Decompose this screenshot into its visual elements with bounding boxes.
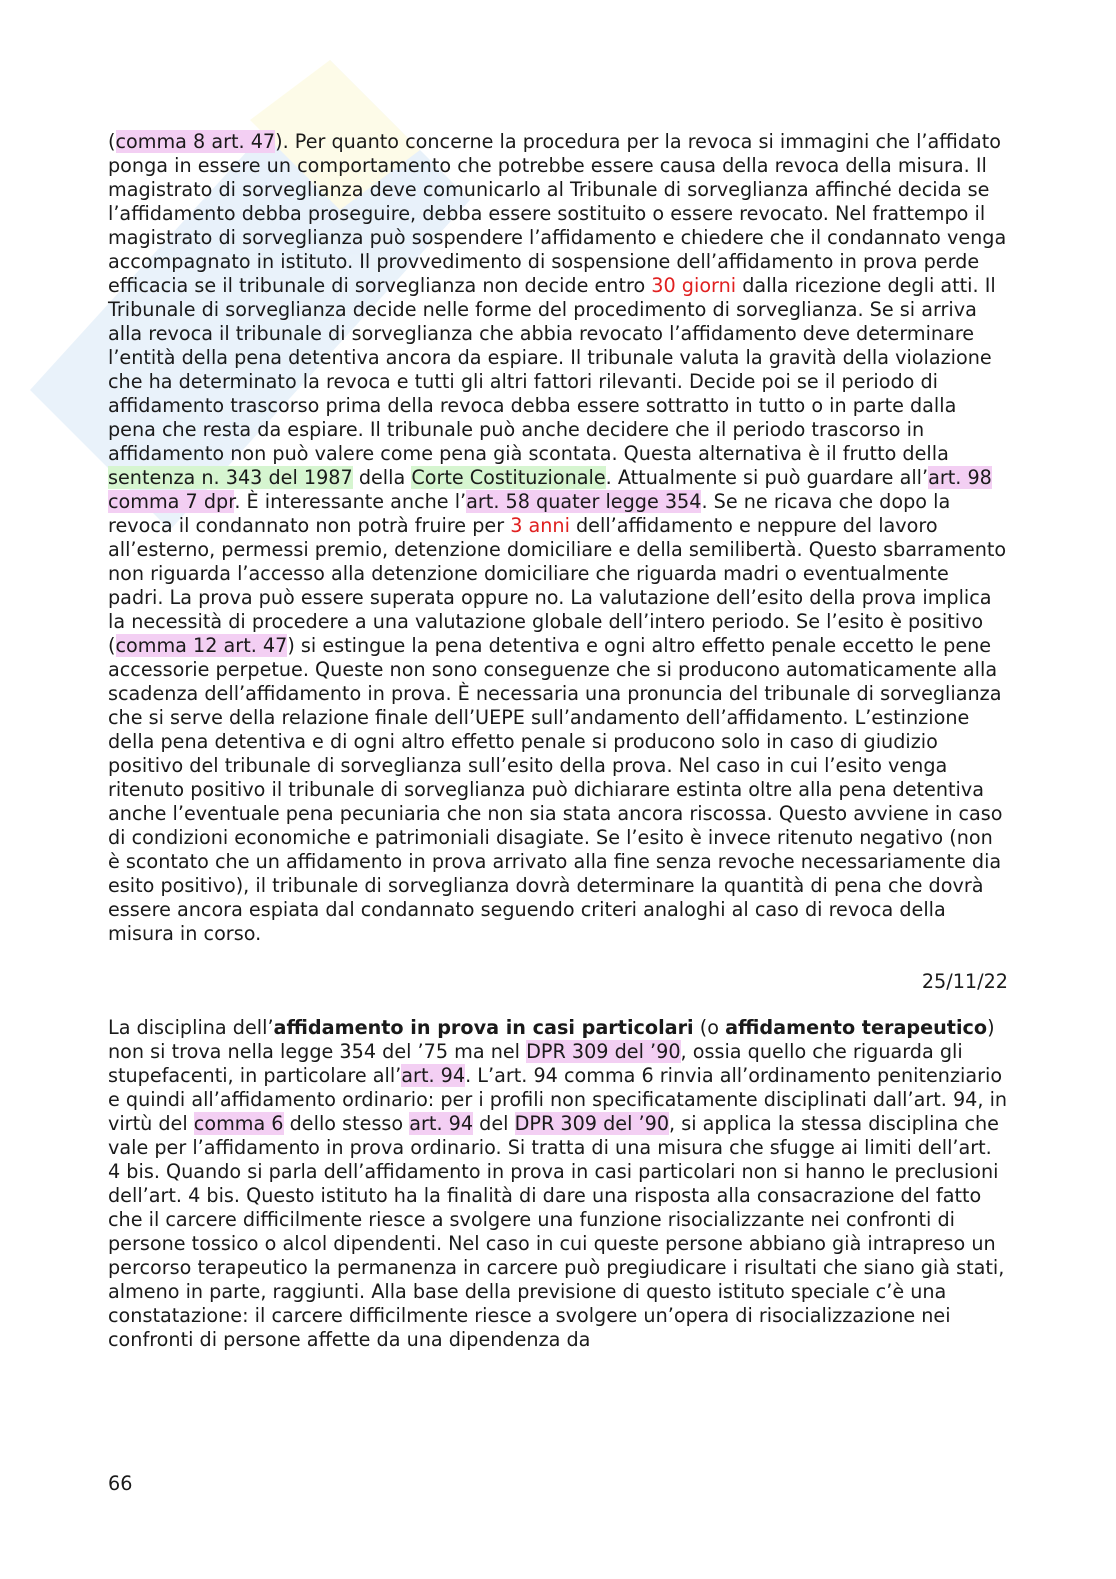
- text-run: . L’art. 94 comma 6 rinvia all’ordinamento penitenziario e quindi all’affidamento ordinario: per i profili non specificatamente disciplinati dall’art. 94, in virtù del: [108, 1064, 1008, 1135]
- text-run: ) non si trova nella legge 354 del ’75 ma nel: [108, 1016, 995, 1063]
- time-limit-text: 3 anni: [510, 514, 570, 537]
- document-page: [108, 130, 1008, 1352]
- text-run: dalla ricezione degli atti. Il Tribunale di sorveglianza decide nelle forme del procedimento di sorveglianza. Se si arriva alla revoca il tribunale di sorveglianza che abbia revocato l’affidamento deve determinare l’entità della pena detentiva ancora da espiare. Il tribunale valuta la gravità della violazione che ha determinato la revoca e tutti gli altri fattori rilevanti. Decide poi se il periodo di affidamento trascorso prima della revoca debba essere sottratto in tutto o in parte dalla pena che resta da espiare. Il tribunale può anche decidere che il periodo trascorso in affidamento non può valere come pena già scontata. Questa alternativa è il frutto della: [108, 274, 996, 465]
- text-run: . È interessante anche l’: [234, 490, 467, 513]
- text-run: della: [352, 466, 412, 489]
- text-run: ). Per quanto concerne la procedura per la revoca si immagini che l’affidato ponga in essere un comportamento che potrebbe essere causa della revoca della misura. Il magistrato di sorveglianza deve comunicarlo al Tribunale di sorveglianza affinché decida se l’affidamento debba proseguire, debba essere sostituito o essere revocato. Nel frattempo il magistrato di sorveglianza può sospendere l’affidamento e chiedere che il condannato venga accompagnato in istituto. Il provvedimento di sospensione dell’affidamento in prova perde efficacia se il tribunale di sorveglianza non decide entro: [108, 130, 1007, 297]
- reference-highlight: art. 94: [401, 1064, 466, 1087]
- reference-highlight: art. 94: [409, 1112, 474, 1135]
- text-run: dell’affidamento e neppure del lavoro all’esterno, permessi premio, detenzione domiciliare e della semilibertà. Questo sbarramento non riguarda l’accesso alla detenzione domiciliare che riguarda madri o eventualmente padri. La prova può essere superata oppure no. La valutazione dell’esito della prova implica la necessità di procedere a una valutazione globale dell’intero periodo. Se l’esito è positivo (: [108, 514, 1007, 657]
- case-law-highlight: Corte Costituzionale: [411, 466, 606, 489]
- text-run: (: [108, 130, 116, 153]
- text-run: , ossia quello che riguarda gli stupefacenti, in particolare all’: [108, 1040, 963, 1087]
- text-run: . Se ne ricava che dopo la revoca il condannato non potrà fruire per: [108, 490, 951, 537]
- paragraph-revoca: [108, 130, 1008, 946]
- text-run: ) si estingue la pena detentiva e ogni altro effetto penale eccetto le pene accessorie perpetue. Queste non sono conseguenze che si producono automaticamente alla scadenza dell’affidamento in prova. È necessaria una pronuncia del tribunale di sorveglianza che si serve della relazione finale dell’UEPE sull’andamento dell’affidamento. L’estinzione della pena detentiva e di ogni altro effetto penale si producono solo in caso di giudizio positivo del tribunale di sorveglianza sull’esito della prova. Nel caso in cui l’esito venga ritenuto positivo il tribunale di sorveglianza può dichiarare estinta oltre alla pena detentiva anche l’eventuale pena pecuniaria che non sia stata ancora riscossa. Questo avviene in caso di condizioni economiche e patrimoniali disagiate. Se l’esito è invece ritenuto negativo (non è scontato che un affidamento in prova arrivato alla fine senza revoche necessariamente dia esito positivo), il tribunale di sorveglianza dovrà determinare la quantità di pena che dovrà essere ancora espiata dal condannato seguendo criteri analoghi al caso di revoca della misura in corso.: [108, 634, 1003, 945]
- text-run: La disciplina dell’: [108, 1016, 274, 1039]
- reference-highlight: comma 8 art. 47: [115, 130, 276, 153]
- reference-highlight: art. 58 quater legge 354: [466, 490, 702, 513]
- time-limit-text: 30 giorni: [651, 274, 737, 297]
- text-run: del: [473, 1112, 515, 1135]
- key-term: affidamento terapeutico: [725, 1016, 988, 1039]
- paragraph-affidamento-terapeutico: [108, 1016, 1008, 1352]
- text-run: dello stesso: [283, 1112, 410, 1135]
- text-run: . Attualmente si può guardare all’: [605, 466, 929, 489]
- case-law-highlight: sentenza n. 343 del 1987: [108, 466, 353, 489]
- reference-highlight: DPR 309 del ’90: [514, 1112, 670, 1135]
- reference-highlight: DPR 309 del ’90: [526, 1040, 681, 1063]
- text-run: (o: [693, 1016, 726, 1039]
- text-run: , si applica la stessa disciplina che vale per l’affidamento in prova ordinario. Si tratta di una misura che sfugge ai limiti dell’art. 4 bis. Quando si parla dell’affidamento in prova in casi particolari non si hanno le preclusioni dell’art. 4 bis. Questo istituto ha la finalità di dare una risposta alla consacrazione del fatto che il carcere difficilmente riesce a svolgere una funzione risocializzante nei confronti di persone tossico o alcol dipendenti. Nel caso in cui queste persone abbiano già intrapreso un percorso terapeutico la permanenza in carcere può pregiudicare i risultati che siano già stati, almeno in parte, raggiunti. Alla base della previsione di questo istituto speciale c’è una constatazione: il carcere difficilmente riesce a svolgere un’opera di risocializzazione nei confronti di persone affette da una dipendenza da: [108, 1112, 1005, 1351]
- page-number: 66: [108, 1472, 133, 1495]
- lecture-date: 25/11/22: [921, 970, 1008, 993]
- key-term: affidamento in prova in casi particolari: [273, 1016, 694, 1039]
- reference-highlight: comma 6: [193, 1112, 284, 1135]
- reference-highlight: comma 12 art. 47: [115, 634, 288, 657]
- reference-highlight: art. 98 comma 7 dpr: [108, 466, 992, 513]
